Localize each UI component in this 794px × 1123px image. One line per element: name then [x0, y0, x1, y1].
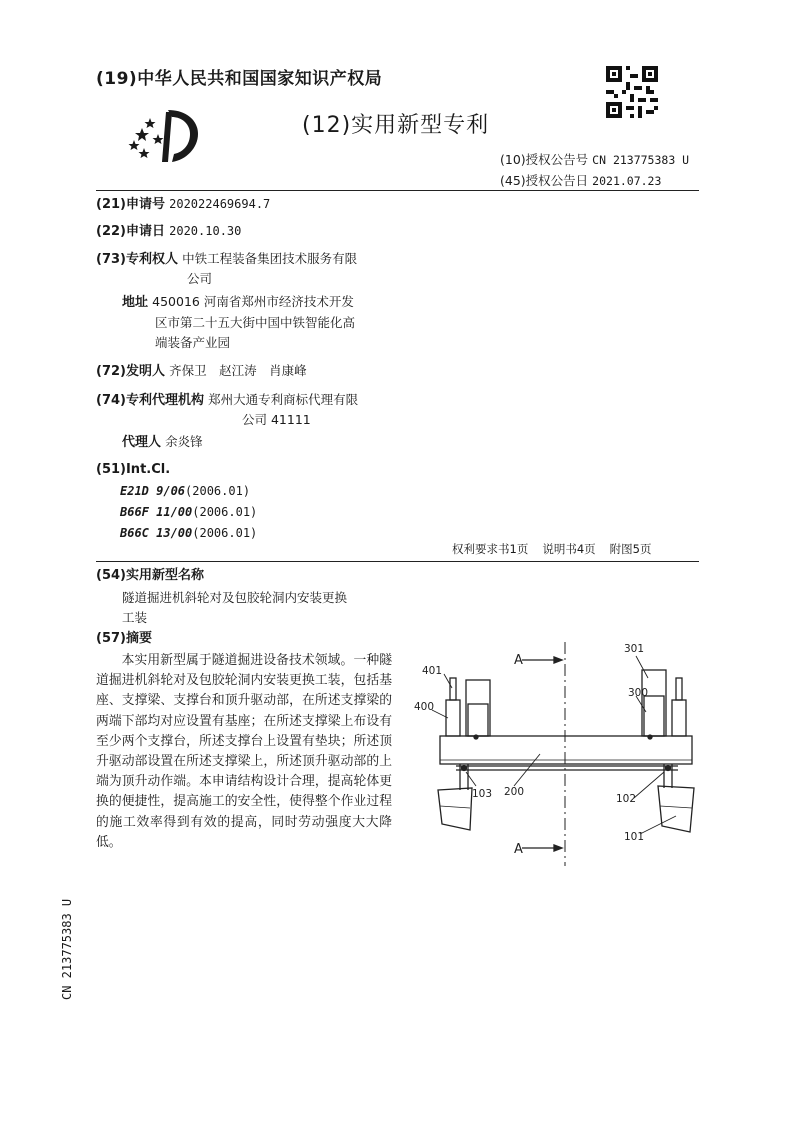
publication-date-row [500, 171, 661, 189]
abstract-label: (57)摘要 [96, 631, 152, 646]
page-counts [452, 541, 665, 557]
publication-number-row [500, 150, 689, 168]
agency-row [96, 390, 358, 411]
label-200: 200 [504, 786, 525, 798]
cnipa-logo-icon [128, 106, 208, 168]
label-400: 400 [414, 701, 435, 713]
application-number: 202022469694.7 [169, 197, 271, 211]
publication-date: 2021.07.23 [592, 174, 662, 188]
utility-model-title-line2: 工装 [122, 610, 148, 625]
inventors-label: (72)发明人 [96, 364, 165, 379]
application-number-label: (21)申请号 [96, 197, 165, 212]
inventors: 齐保卫 赵江涛 肖康峰 [169, 363, 307, 378]
left-wheel [438, 788, 472, 830]
application-date: 2020.10.30 [169, 224, 242, 238]
right-base [672, 700, 686, 736]
agency-label: (74)专利代理机构 [96, 393, 204, 408]
ipc-year: (2006.01) [192, 526, 258, 540]
label-300: 300 [628, 687, 649, 699]
address-line2: 区市第二十五大街中国中铁智能化高 [155, 315, 356, 330]
application-date-row [96, 221, 241, 242]
label-a-bottom: A [514, 842, 523, 857]
label-401: 401 [422, 665, 443, 677]
agent-label: 代理人 [122, 435, 162, 450]
address-line3: 端装备产业园 [155, 335, 231, 350]
patentee-line1: 中铁工程装备集团技术服务有限 [182, 251, 358, 266]
ipc-item [120, 484, 250, 498]
abstract-text: 本实用新型属于隧道掘进设备技术领域。一种隧道掘进机斜轮对及包胶轮洞内安装更换工装，包括基座、支撑梁、支撑台和顶升驱动部，在所述支撑梁的两端下部均对应设置有基座；在所述支撑梁上布设有至少两个支撑台，所述支撑台上设置有垫块；所述顶升驱动部设置在所述支撑梁上，所述顶升驱动部的上端为顶升动作端。本申请结构设计合理，提高轮体更换的便捷性，提高施工的安全性，使得整个作业过程的施工效率得到有效的提高，同时劳动强度大大降低。 [96, 653, 392, 850]
ipc-label: (51)Int.Cl. [96, 462, 171, 477]
left-base [446, 700, 460, 736]
agency-line2: 公司 41111 [242, 412, 311, 427]
ipc-code: B66C 13/00 [120, 526, 193, 540]
patentee-line2: 公司 [187, 271, 213, 286]
utility-model-title-label: (54)实用新型名称 [96, 568, 204, 583]
address-line1: 450016 河南省郑州市经济技术开发 [152, 294, 354, 309]
label-101: 101 [624, 831, 645, 843]
patentee-row [96, 249, 357, 270]
address-label: 地址 [122, 295, 149, 310]
utility-model-title-line1: 隧道掘进机斜轮对及包胶轮洞内安装更换 [122, 590, 348, 605]
agency-line1: 郑州大通专利商标代理有限 [208, 392, 359, 407]
ipc-row [96, 460, 170, 480]
patentee-label: (73)专利权人 [96, 252, 178, 267]
section-divider [96, 561, 699, 562]
qr-code-icon [606, 66, 658, 118]
document-type: (12)实用新型专利 [302, 113, 490, 138]
label-103: 103 [472, 788, 493, 800]
right-wheel [658, 786, 694, 832]
claims-pages: 权利要求书1页 [452, 542, 529, 556]
left-support-table [466, 680, 490, 736]
ipc-code: B66F 11/00 [120, 505, 193, 519]
label-a-top: A [514, 653, 523, 668]
address-row [122, 292, 354, 313]
publication-number: CN 213775383 U [592, 153, 690, 167]
right-support-table [642, 670, 666, 736]
publication-number-label: (10)授权公告号 [500, 152, 589, 167]
ipc-year: (2006.01) [185, 484, 251, 498]
description-pages: 说明书4页 [542, 542, 596, 556]
application-date-label: (22)申请日 [96, 224, 165, 239]
agent-row [122, 432, 203, 453]
side-publication-number: CN 213775383 U [60, 898, 74, 1000]
ipc-code: E21D 9/06 [120, 484, 186, 498]
office-name: (19)中华人民共和国国家知识产权局 [96, 69, 383, 89]
header-divider [96, 190, 699, 191]
label-301: 301 [624, 643, 645, 655]
ipc-item [120, 526, 257, 540]
label-102: 102 [616, 793, 637, 805]
ipc-item [120, 505, 257, 519]
application-number-row [96, 194, 270, 215]
publication-date-label: (45)授权公告日 [500, 173, 589, 188]
agent: 余炎锋 [165, 434, 203, 449]
inventors-row [96, 361, 307, 382]
ipc-year: (2006.01) [192, 505, 258, 519]
representative-drawing [410, 638, 710, 868]
drawings-pages: 附图5页 [609, 542, 652, 556]
